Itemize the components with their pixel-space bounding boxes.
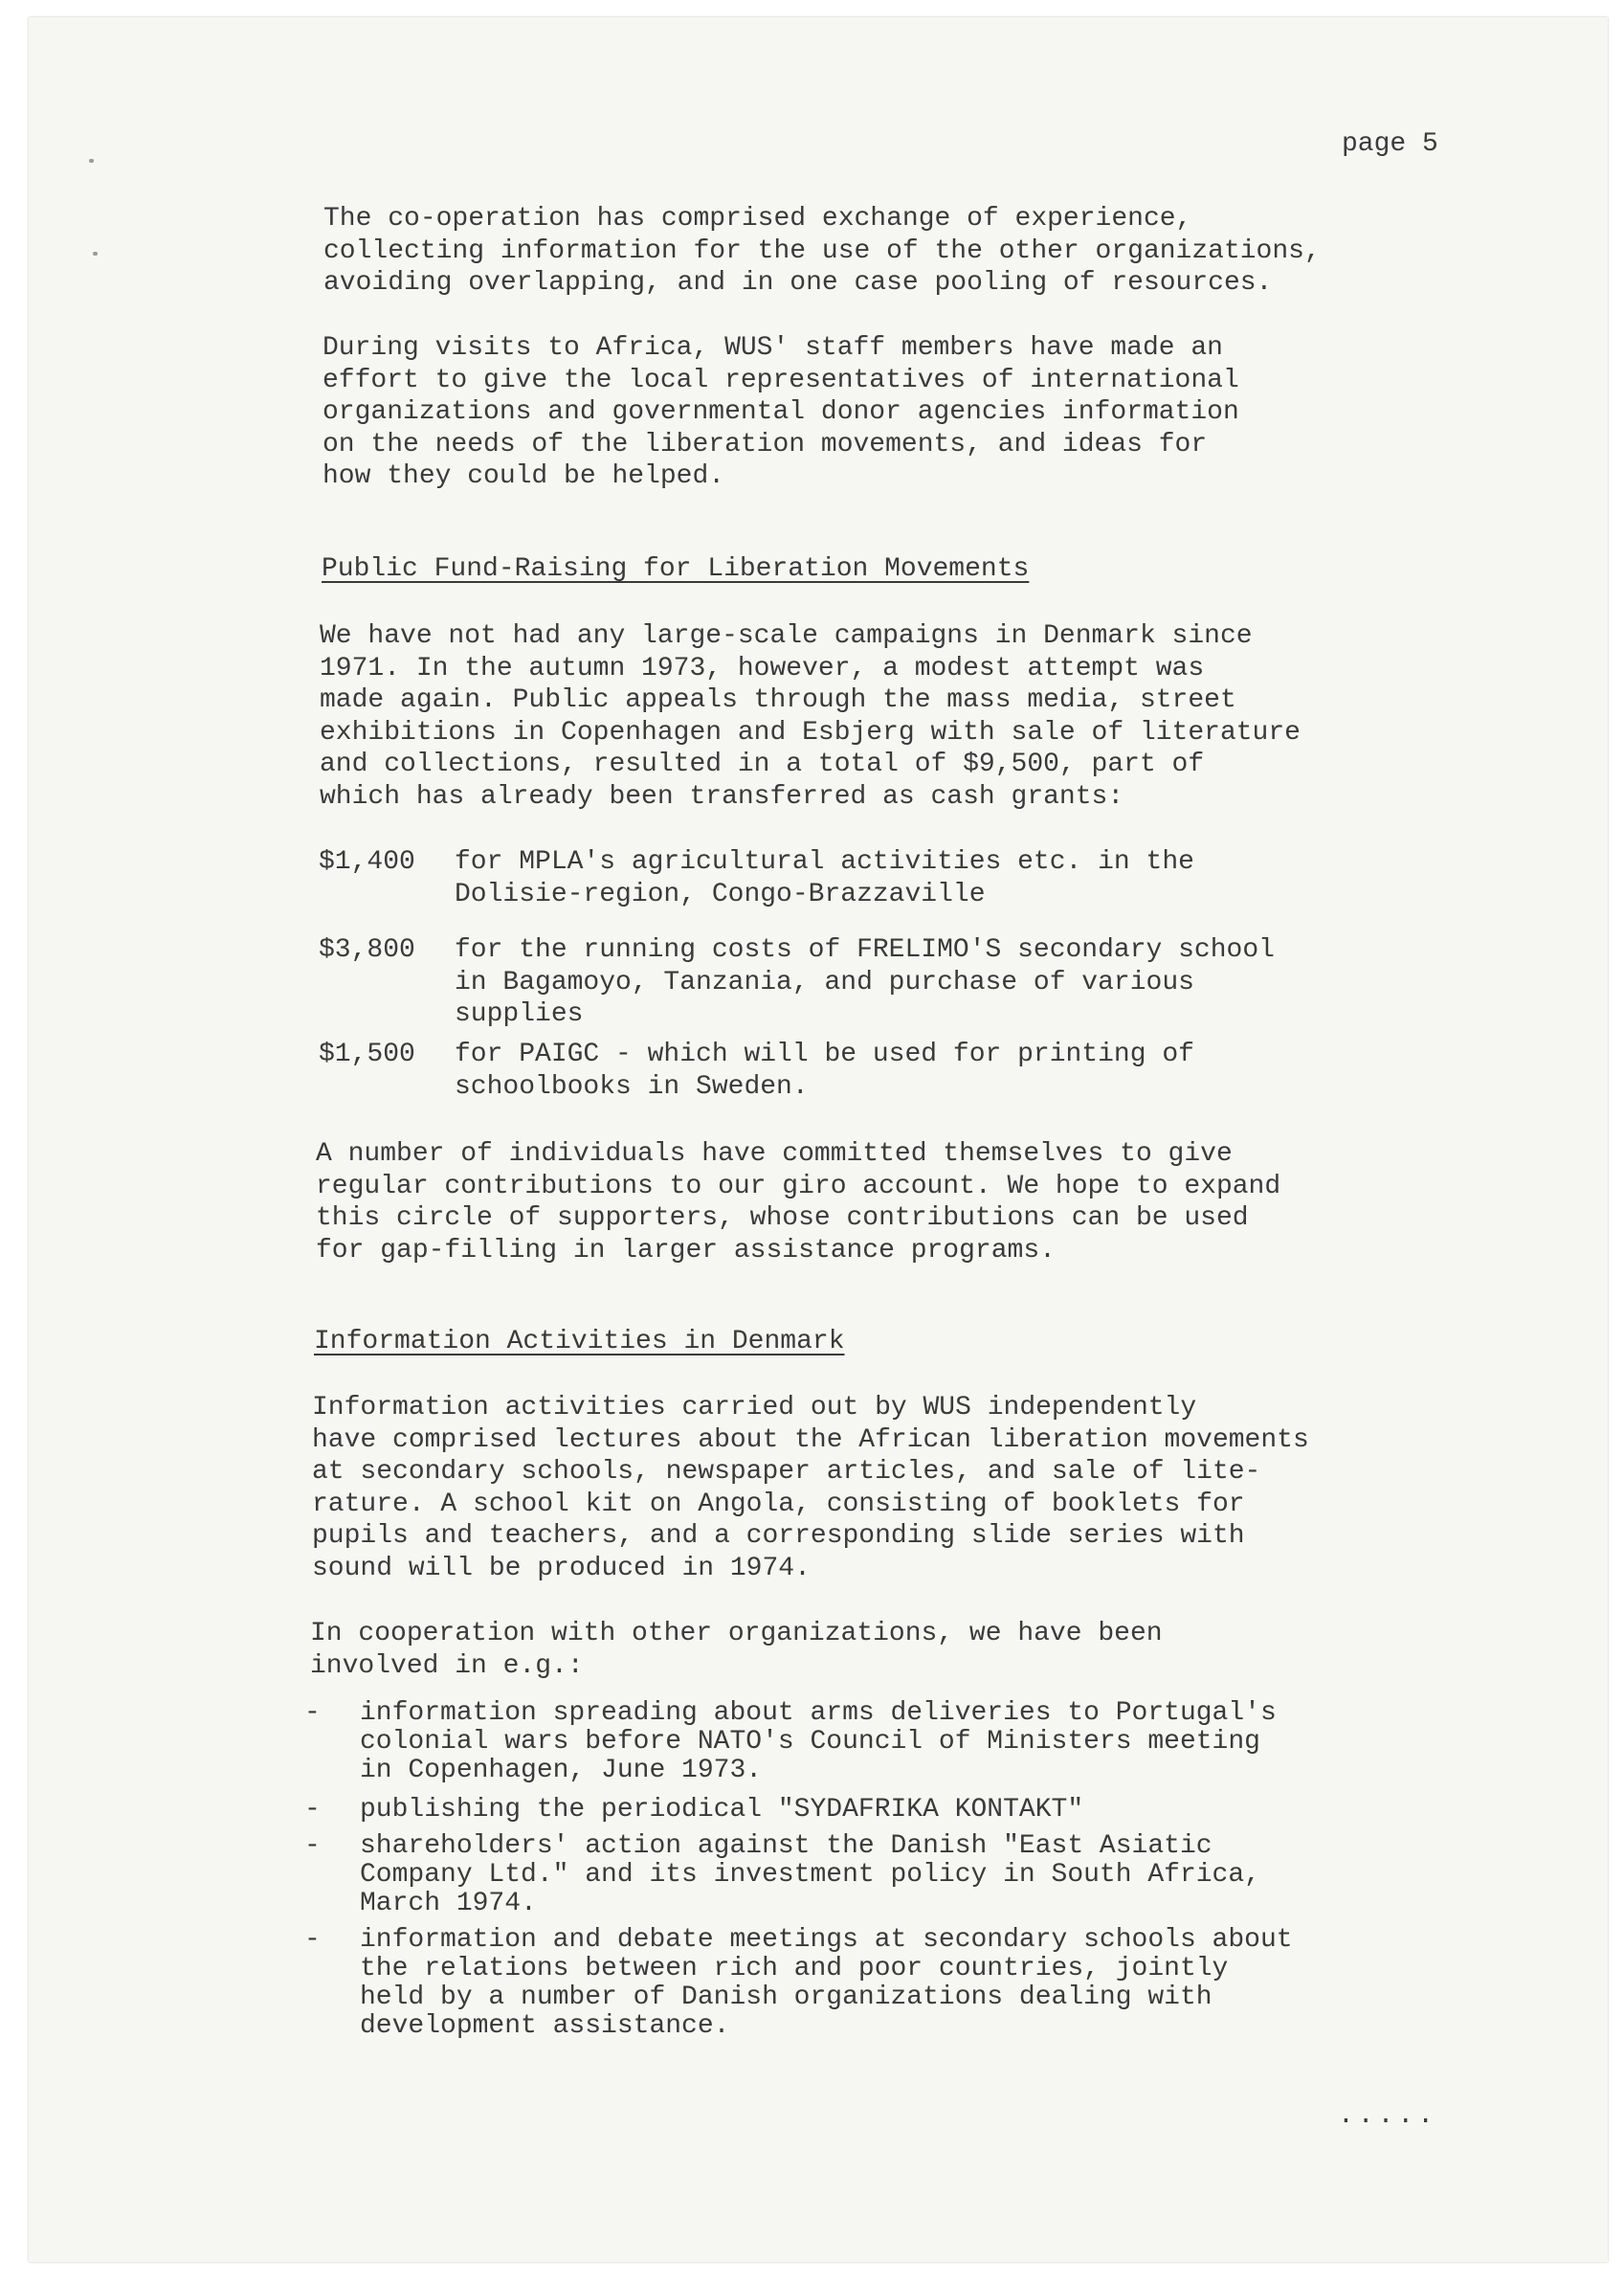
list-item [304, 1832, 1568, 1920]
grant-item-mpla [319, 846, 1563, 913]
list-item-text: information and debate meetings at secondary schools about the relations between rich and poor countries, jointly held by a number of Danish organizations dealing with development assistance. [360, 1925, 1293, 2041]
grant-amount: $1,500 [319, 1040, 415, 1069]
list-item [304, 1699, 1568, 1787]
paragraph-information-activities: Information activities carried out by WUS independently have comprised lectures about the African liberation movements at secondary schools, newspaper articles, and sale of lite- rature. A school kit on Angola, consisting of booklets for pupils and teachers, and a corresponding slide series with sound will be produced in 1974. [312, 1393, 1309, 1583]
list-item-text: information spreading about arms deliveries to Portugal's colonial wars before NATO's Council of Ministers meeting in Copenhagen, June 1973. [360, 1698, 1277, 1785]
grant-amount: $3,800 [319, 935, 415, 965]
grant-amount: $1,400 [319, 847, 415, 877]
list-dash: - [304, 1698, 321, 1728]
grant-description: for PAIGC - which will be used for printing of schoolbooks in Sweden. [455, 1040, 1194, 1102]
list-dash: - [304, 1831, 321, 1861]
list-dash: - [304, 1795, 321, 1825]
grant-item-paigc [319, 1039, 1563, 1106]
paragraph-africa-visits: During visits to Africa, WUS' staff members have made an effort to give the local representatives of international organizations and governmental donor agencies information on the needs of the liberation movements, and ideas for how they could be helped. [323, 333, 1239, 491]
list-item-text: publishing the periodical "SYDAFRIKA KONTAKT" [360, 1795, 1084, 1825]
list-dash: - [304, 1925, 321, 1955]
list-item-text: shareholders' action against the Danish "East Asiatic Company Ltd." and its investment policy in South Africa, March 1974. [360, 1831, 1260, 1918]
continuation-mark: ..... [1338, 2101, 1438, 2131]
grant-item-frelimo [319, 934, 1563, 1032]
paper-speck [93, 252, 98, 256]
paragraph-campaigns: We have not had any large-scale campaigns in Denmark since 1971. In the autumn 1973, however, a modest attempt was made again. Public appeals through the mass media, street exhibitions in Copenhagen and Esbjerg with sale of literature and collections, resulted in a total of $9,500, part of which has already been transferred as cash grants: [320, 621, 1301, 812]
heading-public-fund-raising: Public Fund-Raising for Liberation Movements [322, 554, 1030, 584]
heading-information-activities: Information Activities in Denmark [314, 1327, 845, 1356]
paragraph-cooperation: The co-operation has comprised exchange of experience, collecting information for the use of the other organizations, avoiding overlapping, and in one case pooling of resources. [323, 204, 1321, 298]
grant-description: for MPLA's agricultural activities etc. in the Dolisie-region, Congo-Brazzaville [455, 847, 1194, 909]
paragraph-cooperation-intro: In cooperation with other organizations, we have been involved in e.g.: [310, 1619, 1163, 1681]
list-item [304, 1796, 1568, 1826]
page-number: page 5 [1342, 129, 1438, 159]
grant-description: for the running costs of FRELIMO'S secondary school in Bagamoyo, Tanzania, and purchase of various supplies [455, 935, 1275, 1029]
list-item [304, 1926, 1568, 2043]
paragraph-individual-contributions: A number of individuals have committed themselves to give regular contributions to our giro account. We hope to expand this circle of supporters, whose contributions can be used for gap-filling in larger assistance programs. [316, 1139, 1281, 1266]
paper-speck [89, 159, 94, 163]
